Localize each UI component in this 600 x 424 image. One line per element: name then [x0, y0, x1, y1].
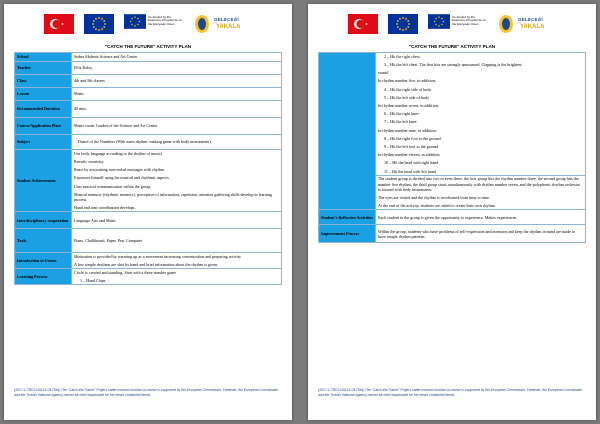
- learning-item: Circle is created and standing. Start with a three number game: [74, 270, 176, 276]
- intro-item: Motivation is provided by warming up as a movement increasing concentration and preparing activity.: [74, 254, 242, 260]
- row-duration: [15, 101, 282, 118]
- value-lesson: Music: [72, 88, 282, 101]
- row-teacher: [15, 62, 282, 75]
- cofunded-text: Co-funded by the Erasmus+ Programme of the European Union: [148, 15, 182, 26]
- page-left: [4, 4, 292, 420]
- cofunded-text: Co-funded by the Erasmus+ Programme of the European Union: [452, 15, 486, 26]
- rhythm-step: 3 – Hit the left chest. The first hits are strongly announced. Clapping is the brightest: [384, 62, 522, 67]
- value-subject: Dance of the Numbers (With main rhythm, making game with body instruments): [72, 135, 282, 150]
- label-duration: Recommended Duration: [15, 101, 72, 118]
- label-class: Class: [15, 75, 72, 88]
- page-right: [308, 4, 596, 420]
- eu-flag-small-icon: [124, 14, 146, 29]
- turkey-flag-icon: [348, 14, 378, 34]
- process-paragraph: The student group is divided into two or even three; the first group hits the rhythm number three, the second group hits the number five rhythm, the third group starts simultaneously with rhythm number seven, and the polyphonic rhythm orchestra is formed with body instruments.: [378, 176, 580, 192]
- value-reflective: Each student in the group is given the opportunity to experience. Makes experiences.: [376, 210, 586, 225]
- value-teacher: Filiz Keleş: [72, 62, 282, 75]
- logo-line2: YAKALA: [216, 24, 241, 30]
- value-place: Music room, Garden of the Science and Art Center: [72, 118, 282, 135]
- geleceği-yakala-logo-icon: [498, 14, 514, 34]
- row-class: [15, 75, 282, 88]
- header-logos: [4, 14, 292, 40]
- row-reflective: [319, 210, 586, 225]
- achievement-item: React by associating non-verbal messages with rhythm.: [74, 167, 166, 173]
- rhythm-step: 4 – Hit the right side of body: [384, 86, 432, 92]
- row-interdisciplinary: [15, 212, 282, 229]
- rhythm-step: 10 – Hit the head with right hand: [384, 160, 439, 166]
- label-lesson: Lesson: [15, 88, 72, 101]
- footer-text: (2017-1-TR01-KA101-047394) The "Catch the Future" Project under contract number is course is supported by the European Commission. However, the European Commission and the Turkish National Agency cannot be held responsible for the views contained herein.: [318, 388, 583, 397]
- header-logos: [308, 14, 596, 40]
- label-reflective: Student's Reflective Activities: [319, 210, 376, 225]
- row-place: [15, 118, 282, 135]
- rhythm-step: 7 – Hit the left knee: [384, 119, 417, 125]
- row-improvement: [319, 225, 586, 243]
- row-school: [15, 53, 282, 62]
- label-achievements: Student Achievements: [15, 150, 72, 212]
- rhythm-step: 8 – Hit the right foot to the ground: [384, 135, 441, 141]
- rhythm-step: 6 – Hit the right knee: [384, 111, 419, 117]
- value-school: Sedna Akdeniz Science and Art Center: [72, 53, 282, 62]
- row-subject: [15, 135, 282, 150]
- row-lesson: [15, 88, 282, 101]
- eu-flag-icon: [388, 14, 418, 34]
- label-school: School: [15, 53, 72, 62]
- achievement-item: Musical memory (rhythmic memory), perception of information, repetition, attention gathering skills develop in learning process.: [74, 191, 273, 203]
- logo-line2: YAKALA: [520, 24, 545, 30]
- rhythm-step: 11 – Hit the head with left hand: [384, 168, 436, 174]
- rhythm-step: In rhythm number five, in addition;: [378, 78, 436, 84]
- geleceği-yakala-logo-icon: [194, 14, 210, 34]
- value-improvement: Within the group, students who have problems of self-expression and attention and keep the rhythm in mind are made to have simple rhythm patterns.: [376, 225, 586, 243]
- label-teacher: Teacher: [15, 62, 72, 75]
- label-place: Course Application Place: [15, 118, 72, 135]
- label-subject: Subject: [15, 135, 72, 150]
- activity-plan-table-right: [318, 52, 586, 243]
- value-interdisciplinary: Language Arts and Music: [72, 212, 282, 229]
- learning-item: 1 – Hand Claps: [80, 278, 106, 284]
- process-paragraph: At the end of the activity, students are asked to create their own rhythm.: [378, 203, 496, 209]
- eu-flag-small-icon: [428, 14, 450, 29]
- row-tools: [15, 229, 282, 253]
- value-learning: [72, 269, 282, 285]
- achievement-item: Hand and arm coordination develops.: [74, 205, 136, 211]
- value-intro: [72, 253, 282, 269]
- row-achievements: [15, 150, 282, 212]
- rhythm-step: 9 – Hit the left foot to the ground: [384, 144, 439, 150]
- plan-title: "CATCH THE FUTURE" ACTIVITY PLAN: [104, 44, 192, 49]
- row-learning: [15, 269, 282, 285]
- rhythm-step: In rhythm number seven, in addition;: [378, 103, 439, 109]
- achievement-item: Use body language according to the rhythm of music): [74, 150, 163, 156]
- logo-line1: GELECEĞİ: [214, 17, 239, 22]
- value-tools: Piano, Chalkboard, Paper, Pen, Computer: [72, 229, 282, 253]
- value-process-paragraphs: [376, 175, 586, 210]
- intro-item: A few simple rhythms are shot by hand and brief information about the rhythm is given.: [74, 262, 219, 268]
- plan-title: "CATCH THE FUTURE" ACTIVITY PLAN: [408, 44, 496, 49]
- rhythm-step: In rhythm number nine, in addition;: [378, 127, 437, 133]
- rhythm-step: sound.: [378, 70, 389, 76]
- label-interdisciplinary: Interdisciplinary cooperation: [15, 212, 72, 229]
- value-achievements: [72, 150, 282, 212]
- achievement-item: Uses musical communication within the group.: [74, 183, 152, 189]
- logo-line1: GELECEĞİ: [518, 17, 543, 22]
- label-tools: Tools: [15, 229, 72, 253]
- label-improvement: Improvement Process: [319, 225, 376, 243]
- rhythm-step: 2 – Hit the right chest.: [384, 53, 421, 59]
- achievement-item: Reveals creativity.: [74, 159, 105, 164]
- row-intro: [15, 253, 282, 269]
- rhythm-step: In rhythm number eleven, in addition;: [378, 152, 441, 158]
- value-duration: 40 min.: [72, 101, 282, 118]
- activity-plan-table-left: [14, 52, 282, 285]
- turkey-flag-icon: [44, 14, 74, 34]
- achievement-item: Expresses himself using his musical and rhythmic aspects.: [74, 175, 170, 181]
- footer-text: (2017-1-TR01-KA101-047394) The "Catch the Future" Project under contract number is course is supported by the European Commission. However, the European Commission and the Turkish National Agency cannot be held responsible for the views contained herein.: [14, 388, 279, 397]
- eu-flag-icon: [84, 14, 114, 34]
- label-learning: Learning Process: [15, 269, 72, 285]
- label-intro: Introduction to Events: [15, 253, 72, 269]
- label-learning-continued: [319, 53, 376, 210]
- process-paragraph: The eyes are closed and the rhythm is accelerated from time to time.: [378, 195, 490, 201]
- row-learning-continued: [319, 53, 586, 176]
- rhythm-step: 5 – Hit the left side of body: [384, 94, 430, 100]
- value-rhythm-steps: [376, 53, 586, 176]
- value-class: 4th and 5th classes: [72, 75, 282, 88]
